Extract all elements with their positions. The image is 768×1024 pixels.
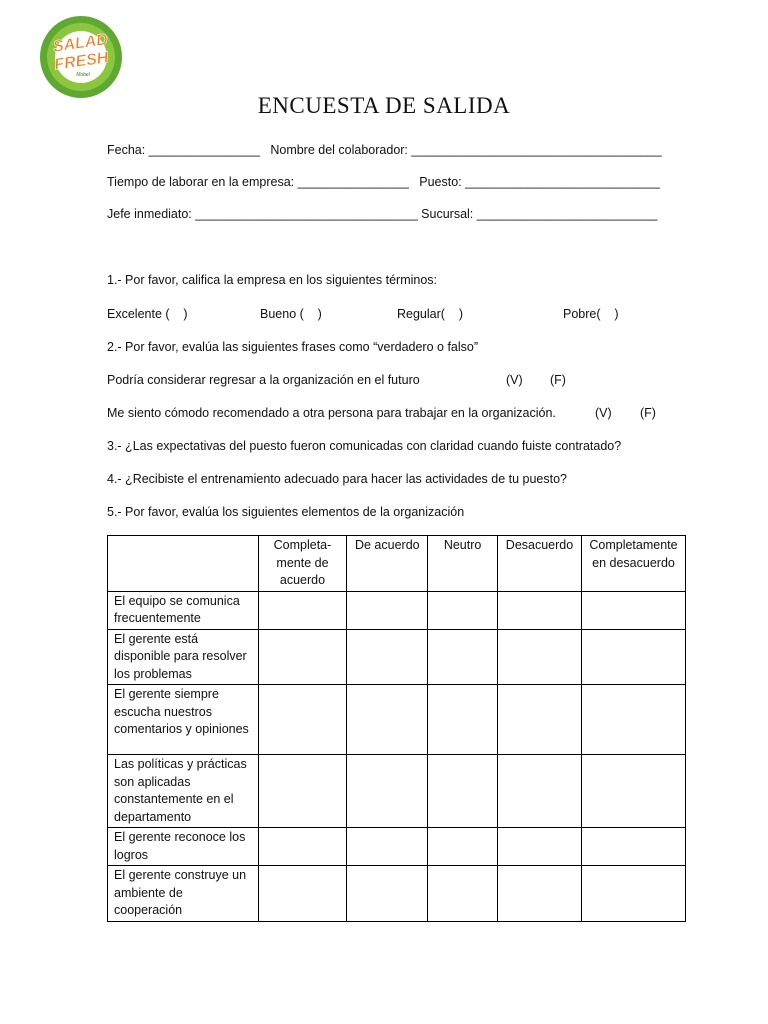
table-header-cell: Completa-mente de acuerdo [258, 536, 347, 592]
rating-cell[interactable] [498, 866, 582, 922]
question-1: 1.- Por favor, califica la empresa en los siguientes términos: [107, 273, 438, 287]
rating-option-excelente[interactable]: Excelente ( ) [107, 307, 188, 321]
rating-cell[interactable] [498, 591, 582, 629]
table-header-cell: Completamente en desacuerdo [581, 536, 685, 592]
header-fields-row-2: Tiempo de laborar en la empresa: ________________ Puesto: ____________________________ [107, 175, 660, 189]
header-fields-row-1: Fecha: ________________ Nombre del colaborador: ____________________________________ [107, 143, 662, 157]
q2-statement-2-true[interactable]: (V) [595, 406, 612, 420]
q2-statement-1-true[interactable]: (V) [506, 373, 523, 387]
table-header-cell: Desacuerdo [498, 536, 582, 592]
rating-cell[interactable] [581, 828, 685, 866]
rating-cell[interactable] [581, 591, 685, 629]
evaluation-table [107, 535, 686, 922]
row-label: El gerente reconoce los logros [108, 828, 259, 866]
rating-cell[interactable] [428, 685, 498, 755]
question-2: 2.- Por favor, evalúa las siguientes frases como “verdadero o falso” [107, 340, 479, 354]
table-header-row [108, 536, 686, 592]
table-row [108, 866, 686, 922]
row-label: El gerente siempre escucha nuestros comentarios y opiniones [108, 685, 259, 755]
logo-text-tag: Mobel [76, 72, 90, 78]
rating-cell[interactable] [498, 828, 582, 866]
rating-cell[interactable] [347, 755, 428, 828]
table-row [108, 755, 686, 828]
rating-cell[interactable] [498, 629, 582, 685]
rating-cell[interactable] [428, 828, 498, 866]
rating-cell[interactable] [347, 629, 428, 685]
row-label: El equipo se comunica frecuentemente [108, 591, 259, 629]
rating-option-regular[interactable]: Regular( ) [397, 307, 463, 321]
table-row [108, 685, 686, 755]
rating-cell[interactable] [581, 755, 685, 828]
q2-statement-1-false[interactable]: (F) [550, 373, 566, 387]
rating-cell[interactable] [258, 629, 347, 685]
table-header-empty [108, 536, 259, 592]
rating-cell[interactable] [581, 685, 685, 755]
rating-option-pobre[interactable]: Pobre( ) [563, 307, 619, 321]
header-fields-row-3: Jefe inmediato: ________________________________ Sucursal: __________________________ [107, 207, 658, 221]
question-3: 3.- ¿Las expectativas del puesto fueron comunicadas con claridad cuando fuiste contratado? [107, 439, 622, 453]
row-label: Las políticas y prácticas son aplicadas constantemente en el departamento [108, 755, 259, 828]
rating-cell[interactable] [258, 685, 347, 755]
table-row [108, 828, 686, 866]
rating-cell[interactable] [347, 866, 428, 922]
table-row [108, 629, 686, 685]
q2-statement-2-false[interactable]: (F) [640, 406, 656, 420]
rating-cell[interactable] [498, 685, 582, 755]
row-label: El gerente está disponible para resolver los problemas [108, 629, 259, 685]
q1-rating-options [107, 306, 686, 322]
rating-cell[interactable] [428, 755, 498, 828]
rating-cell[interactable] [581, 629, 685, 685]
logo-text-salad: SALAD [51, 31, 109, 56]
q2-statement-1: Podría considerar regresar a la organización en el futuro [107, 373, 420, 387]
rating-cell[interactable] [428, 591, 498, 629]
rating-option-bueno[interactable]: Bueno ( ) [260, 307, 322, 321]
rating-cell[interactable] [498, 755, 582, 828]
table-header-cell: Neutro [428, 536, 498, 592]
rating-cell[interactable] [347, 685, 428, 755]
table-row [108, 591, 686, 629]
q2-statement-1-row [107, 372, 686, 388]
rating-cell[interactable] [581, 866, 685, 922]
logo-text-fresh: FRESH [53, 49, 110, 74]
rating-cell[interactable] [258, 591, 347, 629]
page-title: ENCUESTA DE SALIDA [257, 93, 511, 118]
rating-cell[interactable] [258, 828, 347, 866]
table-header-cell: De acuerdo [347, 536, 428, 592]
rating-cell[interactable] [258, 866, 347, 922]
q2-statement-2-row [107, 405, 686, 421]
salad-fresh-logo [39, 14, 123, 100]
row-label: El gerente construye un ambiente de cooperación [108, 866, 259, 922]
question-5: 5.- Por favor, evalúa los siguientes elementos de la organización [107, 505, 465, 519]
rating-cell[interactable] [347, 828, 428, 866]
rating-cell[interactable] [428, 629, 498, 685]
rating-cell[interactable] [428, 866, 498, 922]
rating-cell[interactable] [258, 755, 347, 828]
q2-statement-2: Me siento cómodo recomendado a otra persona para trabajar en la organización. [107, 406, 556, 420]
rating-cell[interactable] [347, 591, 428, 629]
question-4: 4.- ¿Recibiste el entrenamiento adecuado para hacer las actividades de tu puesto? [107, 472, 568, 486]
